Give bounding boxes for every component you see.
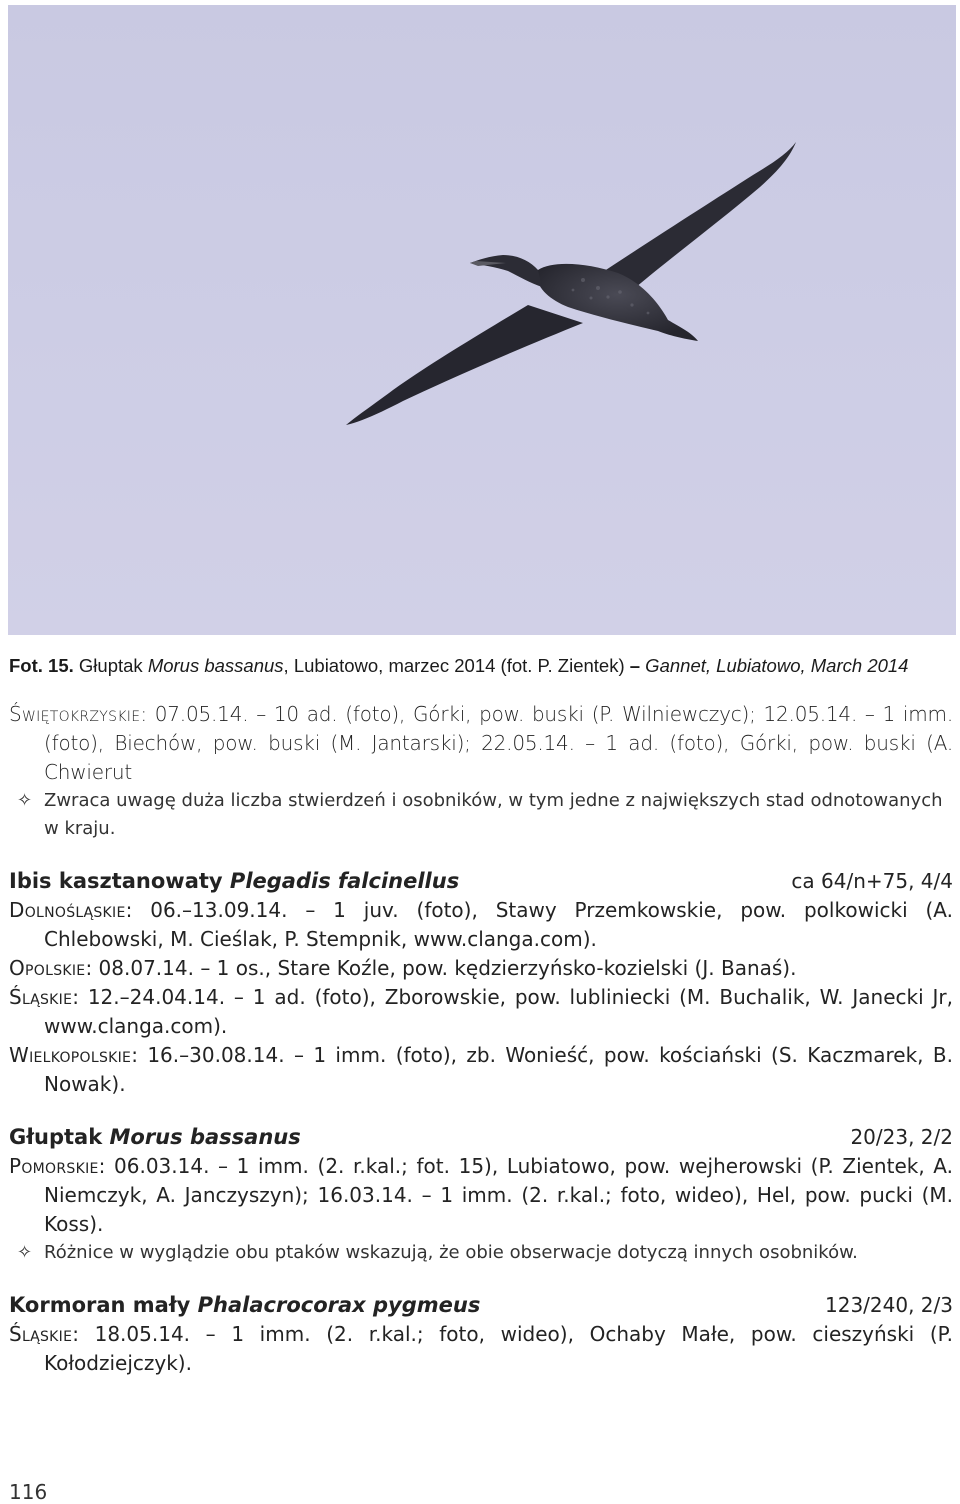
record — [9, 954, 953, 983]
record-text: : 06.03.14. – 1 imm. (2. r.kal.; fot. 15), Lubiatowo, pow. wejherowski (P. Zientek, A. Niemczyk, A. Janczyszyn); 16.03.14. – 1 imm. (2. r.kal.; foto, wideo), Hel, pow. pucki (M. Koss). — [44, 1154, 953, 1236]
record — [9, 1152, 953, 1239]
species-count: 123/240, 2/3 — [825, 1293, 953, 1317]
species-count: ca 64/n+75, 4/4 — [791, 869, 953, 893]
caption-en: Gannet, Lubiatowo, March 2014 — [640, 655, 909, 676]
region-name: Świętokrzyskie — [9, 702, 141, 726]
region-name: Śląskie — [9, 1322, 73, 1346]
species-pl-name: Głuptak — [9, 1125, 103, 1149]
record-text: : 07.05.14. – 10 ad. (foto), Górki, pow. buski (P. Wilniewczyc); 12.05.14. – 1 imm. (foto), Biechów, pow. buski (M. Jantarski); 22.05.14. – 1 ad. (foto), Górki, pow. buski (A. Chwierut — [44, 702, 953, 784]
species-pl-name: Kormoran mały — [9, 1293, 191, 1317]
region-name: Opolskie — [9, 956, 86, 980]
record-text: : 06.–13.09.14. – 1 juv. (foto), Stawy Przemkowskie, pow. polkowicki (A. Chlebowski, M. Cieślak, P. Stempnik, www.clanga.com). — [44, 898, 953, 951]
region-name: Dolnośląskie — [9, 898, 126, 922]
star-icon: ✧ — [17, 1242, 33, 1263]
species-latin-name: Phalacrocorax pygmeus — [197, 1293, 481, 1317]
species-heading-cormorant — [9, 1290, 953, 1320]
species-latin-name: Morus bassanus — [109, 1125, 301, 1149]
species-latin-name: Plegadis falcinellus — [229, 869, 460, 893]
remark-text: Zwraca uwagę duża liczba stwierdzeń i osobników, w tym jedne z największych stad odnotowanych w kraju. — [44, 790, 943, 839]
region-name: Śląskie — [9, 985, 73, 1009]
record-text: : 08.07.14. – 1 os., Stare Koźle, pow. kędzierzyńsko-kozielski (J. Banaś). — [85, 956, 797, 980]
caption-dash: – — [629, 655, 641, 676]
record — [9, 1041, 953, 1099]
caption-pl-rest: , Lubiatowo, marzec 2014 (fot. P. Zientek) — [283, 655, 630, 676]
region-name: Pomorskie — [9, 1154, 99, 1178]
species-heading-ibis — [9, 866, 953, 896]
star-icon: ✧ — [17, 790, 33, 811]
remark-text: Różnice w wyglądzie obu ptaków wskazują, że obie obserwacje dotyczą innych osobników. — [44, 1242, 858, 1263]
species-count: 20/23, 2/2 — [850, 1125, 953, 1149]
record-text: : 16.–30.08.14. – 1 imm. (foto), zb. Wonieść, pow. kościański (S. Kaczmarek, B. Nowak). — [44, 1043, 953, 1096]
gannet-photo — [8, 5, 956, 635]
remark-2 — [9, 1239, 953, 1267]
gannet-bird-illustration — [8, 5, 956, 635]
record-swietokrzyskie — [9, 700, 953, 787]
caption-label: Fot. 15. — [9, 655, 74, 676]
caption-pl-name: Głuptak — [78, 655, 143, 676]
species-pl-name: Ibis kasztanowaty — [9, 869, 223, 893]
record-text: : 18.05.14. – 1 imm. (2. r.kal.; foto, wideo), Ochaby Małe, pow. cieszyński (P. Kołodziejczyk). — [44, 1322, 953, 1375]
species-heading-gannet — [9, 1122, 953, 1152]
caption-pl-latin: Morus bassanus — [147, 655, 284, 676]
record — [9, 983, 953, 1041]
bird-head — [470, 255, 542, 287]
remark-1 — [9, 787, 953, 843]
page-number: 116 — [9, 1480, 48, 1504]
left-wing — [346, 305, 583, 425]
record — [9, 1320, 953, 1378]
record-text: : 12.–24.04.14. – 1 ad. (foto), Zborowskie, pow. lubliniecki (M. Buchalik, W. Janecki Jr, www.clanga.com). — [44, 985, 953, 1038]
region-name: Wielkopolskie — [9, 1043, 132, 1067]
article-body — [9, 700, 953, 1378]
record — [9, 896, 953, 954]
photo-caption — [9, 652, 955, 680]
